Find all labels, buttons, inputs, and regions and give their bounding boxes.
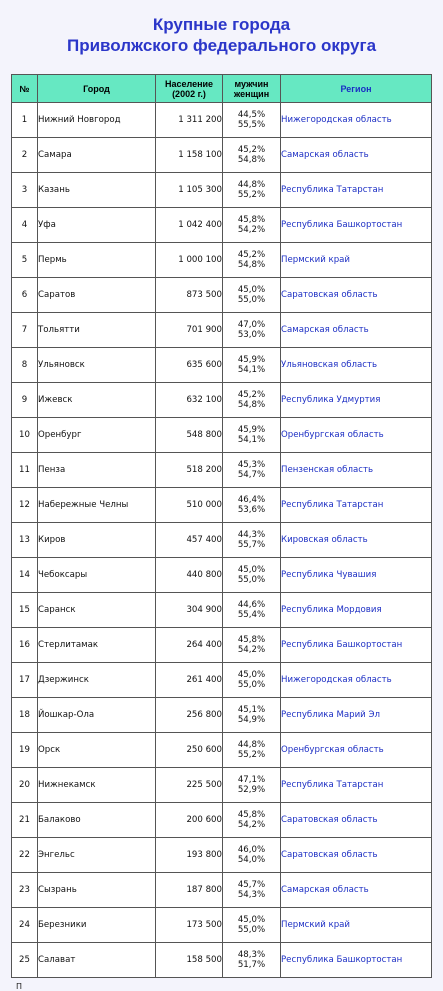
men-percent: 45,2% [237, 250, 266, 260]
men-percent: 45,1% [237, 705, 266, 715]
region-link[interactable]: Самарская область [281, 325, 369, 335]
region-link[interactable]: Саратовская область [281, 815, 378, 825]
men-percent: 45,2% [237, 145, 266, 155]
city-name: Саратов [38, 278, 156, 313]
region-link[interactable]: Пермский край [281, 255, 351, 265]
header-population-line1: Население [164, 78, 214, 89]
region-cell [281, 348, 432, 383]
region-cell [281, 453, 432, 488]
city-name: Ижевск [38, 383, 156, 418]
region-cell [281, 838, 432, 873]
men-percent: 45,0% [237, 915, 266, 925]
region-link[interactable]: Нижегородская область [281, 115, 392, 125]
population-value: 1 000 100 [156, 243, 223, 278]
region-link[interactable]: Республика Башкортостан [281, 955, 403, 965]
men-percent: 45,8% [237, 215, 266, 225]
gender-ratio [223, 453, 281, 488]
population-value: 632 100 [156, 383, 223, 418]
city-name: Орск [38, 733, 156, 768]
row-number: 24 [12, 908, 38, 943]
row-number: 5 [12, 243, 38, 278]
men-percent: 45,3% [237, 460, 266, 470]
gender-ratio [223, 943, 281, 978]
region-cell [281, 768, 432, 803]
region-link[interactable]: Нижегородская область [281, 675, 392, 685]
women-percent: 55,0% [237, 680, 266, 690]
row-number: 15 [12, 593, 38, 628]
population-value: 225 500 [156, 768, 223, 803]
men-percent: 45,8% [237, 635, 266, 645]
row-number: 25 [12, 943, 38, 978]
region-cell [281, 208, 432, 243]
table-row [12, 873, 432, 908]
men-percent: 46,4% [237, 495, 266, 505]
region-link[interactable]: Пензенская область [281, 465, 374, 475]
footer-text: П [16, 982, 23, 991]
row-number: 7 [12, 313, 38, 348]
table-row [12, 208, 432, 243]
men-percent: 44,5% [237, 110, 266, 120]
city-name: Нижний Новгород [38, 103, 156, 138]
population-value: 1 158 100 [156, 138, 223, 173]
population-value: 457 400 [156, 523, 223, 558]
city-name: Уфа [38, 208, 156, 243]
page-title [0, 0, 443, 56]
women-percent: 54,2% [237, 645, 266, 655]
city-name: Сызрань [38, 873, 156, 908]
table-row [12, 698, 432, 733]
city-name: Пенза [38, 453, 156, 488]
region-cell [281, 243, 432, 278]
gender-ratio [223, 628, 281, 663]
row-number: 6 [12, 278, 38, 313]
cities-table [11, 74, 432, 978]
men-percent: 47,0% [237, 320, 266, 330]
population-value: 1 042 400 [156, 208, 223, 243]
population-value: 304 900 [156, 593, 223, 628]
region-cell [281, 803, 432, 838]
gender-ratio [223, 488, 281, 523]
row-number: 11 [12, 453, 38, 488]
title-line-2: Приволжского федерального округа [66, 36, 377, 55]
region-link[interactable]: Оренбургская область [281, 745, 384, 755]
men-percent: 45,8% [237, 810, 266, 820]
population-value: 518 200 [156, 453, 223, 488]
city-name: Балаково [38, 803, 156, 838]
region-link[interactable]: Республика Башкортостан [281, 220, 403, 230]
region-cell [281, 173, 432, 208]
table-row [12, 453, 432, 488]
table-row [12, 278, 432, 313]
row-number: 17 [12, 663, 38, 698]
population-value: 261 400 [156, 663, 223, 698]
region-cell [281, 103, 432, 138]
row-number: 3 [12, 173, 38, 208]
table-row [12, 803, 432, 838]
women-percent: 55,0% [237, 925, 266, 935]
table-row [12, 488, 432, 523]
region-link[interactable]: Республика Татарстан [281, 780, 384, 790]
gender-ratio [223, 348, 281, 383]
men-percent: 45,0% [237, 285, 266, 295]
women-percent: 54,9% [237, 715, 266, 725]
population-value: 264 400 [156, 628, 223, 663]
table-row [12, 418, 432, 453]
region-cell [281, 558, 432, 593]
row-number: 12 [12, 488, 38, 523]
men-percent: 44,3% [237, 530, 266, 540]
region-link[interactable]: Пермский край [281, 920, 351, 930]
men-percent: 46,0% [237, 845, 266, 855]
city-name: Пермь [38, 243, 156, 278]
city-name: Энгельс [38, 838, 156, 873]
population-value: 200 600 [156, 803, 223, 838]
region-link[interactable]: Самарская область [281, 150, 369, 160]
men-percent: 47,1% [237, 775, 266, 785]
women-percent: 55,5% [237, 120, 266, 130]
table-row [12, 593, 432, 628]
women-percent: 55,2% [237, 190, 266, 200]
row-number: 13 [12, 523, 38, 558]
women-percent: 51,7% [237, 960, 266, 970]
gender-ratio [223, 278, 281, 313]
region-cell [281, 628, 432, 663]
women-percent: 53,6% [237, 505, 266, 515]
city-name: Нижнекамск [38, 768, 156, 803]
table-row [12, 313, 432, 348]
region-cell [281, 278, 432, 313]
men-percent: 45,9% [237, 355, 266, 365]
table-row [12, 733, 432, 768]
women-percent: 55,2% [237, 750, 266, 760]
women-percent: 55,0% [237, 295, 266, 305]
row-number: 8 [12, 348, 38, 383]
row-number: 10 [12, 418, 38, 453]
row-number: 14 [12, 558, 38, 593]
city-name: Чебоксары [38, 558, 156, 593]
table-row [12, 243, 432, 278]
women-percent: 54,8% [237, 260, 266, 270]
city-name: Киров [38, 523, 156, 558]
women-percent: 54,2% [237, 225, 266, 235]
women-percent: 54,2% [237, 820, 266, 830]
men-percent: 45,7% [237, 880, 266, 890]
row-number: 20 [12, 768, 38, 803]
gender-ratio [223, 698, 281, 733]
region-link[interactable]: Республика Мордовия [281, 605, 382, 615]
header-ratio [223, 75, 281, 103]
region-link[interactable]: Оренбургская область [281, 430, 384, 440]
population-value: 510 000 [156, 488, 223, 523]
women-percent: 53,0% [237, 330, 266, 340]
header-ratio-line1: мужчин [234, 78, 269, 89]
row-number: 2 [12, 138, 38, 173]
row-number: 1 [12, 103, 38, 138]
gender-ratio [223, 838, 281, 873]
header-city: Город [38, 75, 156, 103]
region-link[interactable]: Кировская область [281, 535, 368, 545]
population-value: 1 311 200 [156, 103, 223, 138]
population-value: 187 800 [156, 873, 223, 908]
region-link[interactable]: Республика Марий Эл [281, 710, 380, 720]
region-cell [281, 523, 432, 558]
table-row [12, 103, 432, 138]
table-row [12, 628, 432, 663]
women-percent: 55,4% [237, 610, 266, 620]
men-percent: 45,0% [237, 670, 266, 680]
gender-ratio [223, 383, 281, 418]
men-percent: 48,3% [237, 950, 266, 960]
gender-ratio [223, 558, 281, 593]
women-percent: 54,8% [237, 155, 266, 165]
region-link[interactable]: Республика Удмуртия [281, 395, 381, 405]
row-number: 4 [12, 208, 38, 243]
gender-ratio [223, 803, 281, 838]
region-cell [281, 908, 432, 943]
table-row [12, 138, 432, 173]
gender-ratio [223, 768, 281, 803]
population-value: 256 800 [156, 698, 223, 733]
gender-ratio [223, 173, 281, 208]
title-line-1: Крупные города [152, 15, 291, 34]
gender-ratio [223, 908, 281, 943]
row-number: 16 [12, 628, 38, 663]
region-cell [281, 873, 432, 908]
table-row [12, 348, 432, 383]
population-value: 701 900 [156, 313, 223, 348]
city-name: Тольятти [38, 313, 156, 348]
region-cell [281, 698, 432, 733]
population-value: 1 105 300 [156, 173, 223, 208]
region-link[interactable]: Самарская область [281, 885, 369, 895]
row-number: 21 [12, 803, 38, 838]
region-link[interactable]: Республика Чувашия [281, 570, 377, 580]
city-name: Йошкар-Ола [38, 698, 156, 733]
gender-ratio [223, 313, 281, 348]
table-row [12, 838, 432, 873]
region-cell [281, 733, 432, 768]
women-percent: 54,8% [237, 400, 266, 410]
population-value: 873 500 [156, 278, 223, 313]
men-percent: 44,8% [237, 740, 266, 750]
region-link[interactable]: Республика Татарстан [281, 500, 384, 510]
women-percent: 54,1% [237, 435, 266, 445]
city-name: Саранск [38, 593, 156, 628]
women-percent: 54,0% [237, 855, 266, 865]
population-value: 440 800 [156, 558, 223, 593]
women-percent: 52,9% [237, 785, 266, 795]
population-value: 250 600 [156, 733, 223, 768]
city-name: Березники [38, 908, 156, 943]
region-cell [281, 488, 432, 523]
city-name: Оренбург [38, 418, 156, 453]
header-population [156, 75, 223, 103]
region-link[interactable]: Республика Татарстан [281, 185, 384, 195]
row-number: 23 [12, 873, 38, 908]
men-percent: 44,8% [237, 180, 266, 190]
row-number: 18 [12, 698, 38, 733]
gender-ratio [223, 733, 281, 768]
women-percent: 54,7% [237, 470, 266, 480]
table-row [12, 383, 432, 418]
table-body [12, 103, 432, 978]
table-row [12, 908, 432, 943]
population-value: 193 800 [156, 838, 223, 873]
table-row [12, 663, 432, 698]
region-cell [281, 383, 432, 418]
men-percent: 45,2% [237, 390, 266, 400]
men-percent: 44,6% [237, 600, 266, 610]
women-percent: 55,0% [237, 575, 266, 585]
header-ratio-line2: женщин [233, 88, 270, 99]
gender-ratio [223, 138, 281, 173]
region-link[interactable]: Ульяновская область [281, 360, 378, 370]
city-name: Самара [38, 138, 156, 173]
table-row [12, 768, 432, 803]
region-cell [281, 418, 432, 453]
header-population-line2: (2002 г.) [172, 88, 206, 99]
city-name: Дзержинск [38, 663, 156, 698]
region-link[interactable]: Саратовская область [281, 290, 378, 300]
women-percent: 55,7% [237, 540, 266, 550]
gender-ratio [223, 593, 281, 628]
row-number: 22 [12, 838, 38, 873]
region-link[interactable]: Саратовская область [281, 850, 378, 860]
table-header-row [12, 75, 432, 103]
city-name: Казань [38, 173, 156, 208]
population-value: 635 600 [156, 348, 223, 383]
table-row [12, 173, 432, 208]
gender-ratio [223, 243, 281, 278]
header-num: № [12, 75, 38, 103]
city-name: Салават [38, 943, 156, 978]
gender-ratio [223, 208, 281, 243]
men-percent: 45,9% [237, 425, 266, 435]
population-value: 548 800 [156, 418, 223, 453]
region-cell [281, 138, 432, 173]
gender-ratio [223, 418, 281, 453]
row-number: 19 [12, 733, 38, 768]
population-value: 158 500 [156, 943, 223, 978]
gender-ratio [223, 523, 281, 558]
gender-ratio [223, 103, 281, 138]
women-percent: 54,3% [237, 890, 266, 900]
city-name: Стерлитамак [38, 628, 156, 663]
region-cell [281, 663, 432, 698]
city-name: Ульяновск [38, 348, 156, 383]
region-cell [281, 313, 432, 348]
region-link[interactable]: Республика Башкортостан [281, 640, 403, 650]
region-cell [281, 943, 432, 978]
women-percent: 54,1% [237, 365, 266, 375]
gender-ratio [223, 873, 281, 908]
header-region: Регион [281, 75, 432, 103]
table-row [12, 558, 432, 593]
table-row [12, 943, 432, 978]
row-number: 9 [12, 383, 38, 418]
men-percent: 45,0% [237, 565, 266, 575]
population-value: 173 500 [156, 908, 223, 943]
gender-ratio [223, 663, 281, 698]
region-cell [281, 593, 432, 628]
city-name: Набережные Челны [38, 488, 156, 523]
table-row [12, 523, 432, 558]
